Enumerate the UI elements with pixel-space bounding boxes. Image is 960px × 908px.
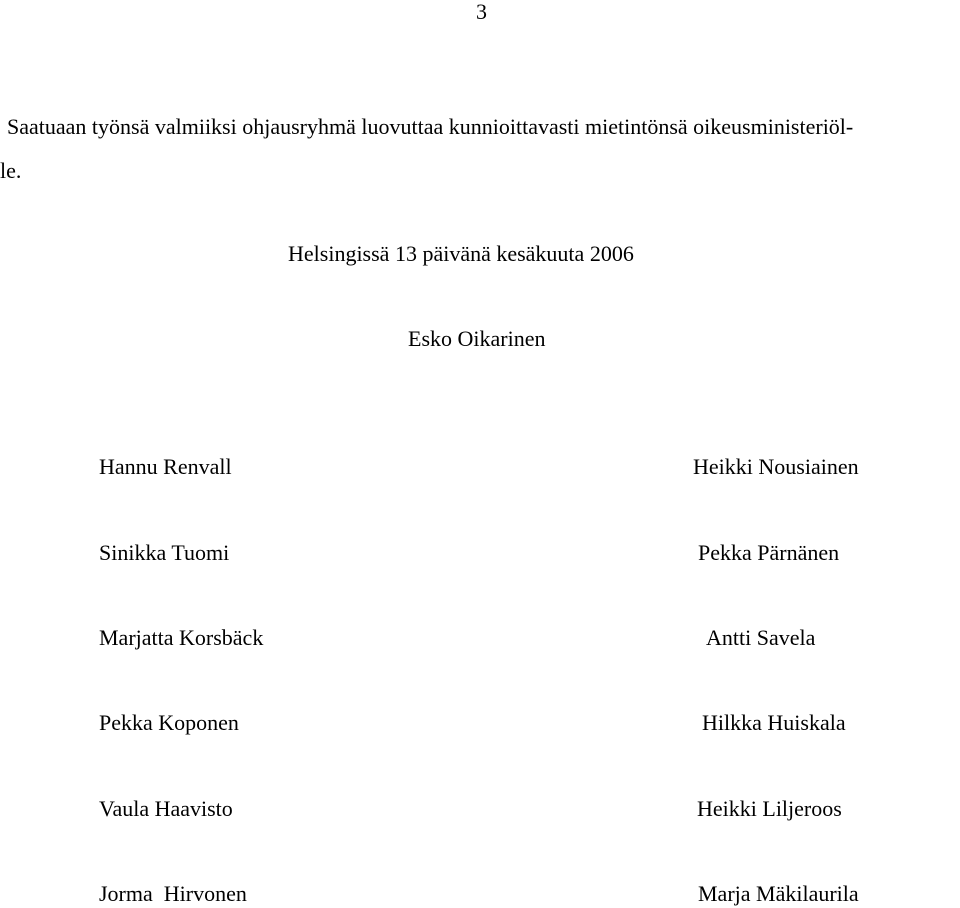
paragraph-line: le. — [0, 158, 22, 183]
place-and-date: Helsingissä 13 päivänä kesäkuuta 2006 — [288, 241, 634, 266]
signatory-name: Marjatta Korsbäck — [99, 625, 264, 650]
page-number: 3 — [476, 0, 487, 24]
signatory-name: Hannu Renvall — [99, 454, 232, 479]
paragraph-line: Saatuaan työnsä valmiiksi ohjausryhmä luovuttaa kunnioittavasti mietintönsä oikeusministeriöl- — [7, 114, 854, 139]
signatory-name: Jorma Hirvonen — [99, 881, 247, 906]
signatory-name: Pekka Pärnänen — [698, 540, 840, 565]
signatory-name: Vaula Haavisto — [99, 796, 233, 821]
chair-name: Esko Oikarinen — [408, 326, 546, 351]
signatory-name: Marja Mäkilaurila — [698, 881, 859, 906]
signatory-name: Antti Savela — [706, 625, 816, 650]
signatory-name: Hilkka Huiskala — [702, 710, 846, 735]
signatory-name: Pekka Koponen — [99, 710, 239, 735]
signatory-name: Heikki Liljeroos — [697, 796, 842, 821]
signatory-name: Heikki Nousiainen — [693, 454, 859, 479]
signatory-name: Sinikka Tuomi — [99, 540, 230, 565]
